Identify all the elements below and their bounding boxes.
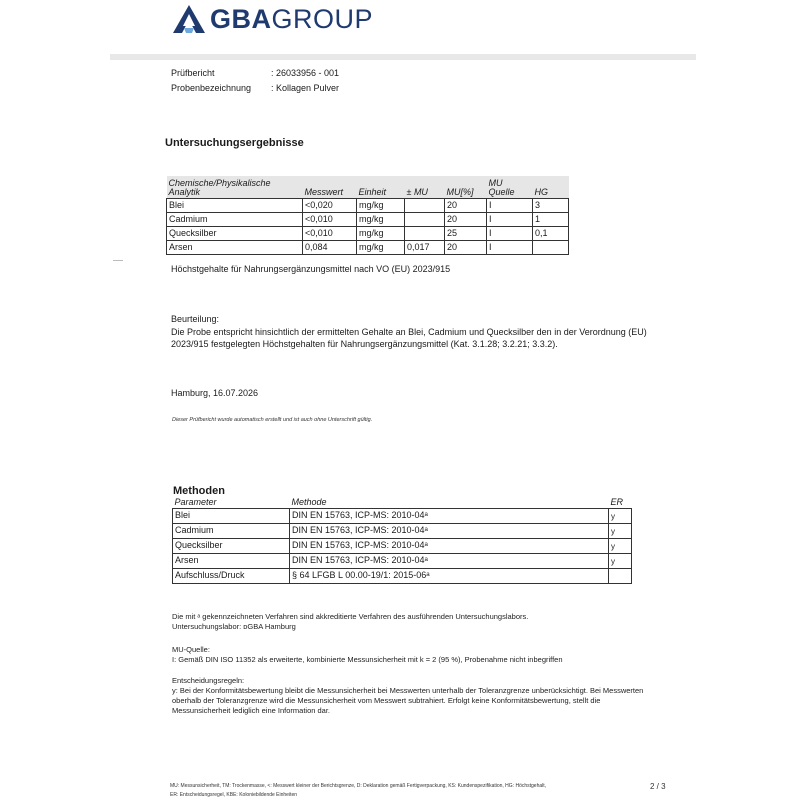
assessment-text: Die Probe entspricht hinsichtlich der ermittelten Gehalte an Blei, Cadmium und Quecksilber den in der Verordnung (EU) 2023/915 festgelegten Höchstgehalten für Nahrungsergänzungsmittel (Kat. 3.1.28; 3.2.21; 3.3.2). bbox=[171, 326, 647, 349]
methods-header-row bbox=[173, 497, 632, 509]
cell-analysis: Arsen bbox=[167, 241, 303, 255]
report-number-value: : 26033956 - 001 bbox=[271, 68, 340, 78]
mu-source-label: MU-Quelle: bbox=[172, 645, 210, 654]
cell-hg bbox=[533, 241, 569, 255]
cell-mu: 0,017 bbox=[405, 241, 445, 255]
results-footnote: Höchstgehalte für Nahrungsergänzungsmittel nach VO (EU) 2023/915 bbox=[171, 264, 451, 274]
abbreviations-footer bbox=[170, 782, 610, 800]
cell-parameter: Aufschluss/Druck bbox=[173, 569, 290, 584]
sample-name-value: : Kollagen Pulver bbox=[271, 83, 340, 93]
cell-mu-percent: 20 bbox=[445, 199, 487, 213]
cell-er: y bbox=[609, 539, 632, 554]
cell-unit: mg/kg bbox=[357, 213, 405, 227]
cell-analysis: Quecksilber bbox=[167, 227, 303, 241]
place-date: Hamburg, 16.07.2026 bbox=[171, 388, 259, 398]
cell-hg: 1 bbox=[533, 213, 569, 227]
methods-col-method: Methode bbox=[290, 497, 609, 509]
cell-parameter: Blei bbox=[173, 509, 290, 524]
footer-line-1: MU: Messunsicherheit, TM: Trockenmasse, <: Messwert kleiner der Berichtsgrenze, D: Deklaration gemäß Fertigverpackung, KS: Kundenspezifikation, HG: Höchstgehalt, bbox=[170, 783, 547, 789]
results-col-mu-percent: MU[%] bbox=[445, 176, 487, 199]
methods-col-er: ER bbox=[609, 497, 632, 509]
cell-method: DIN EN 15763, ICP-MS: 2010-04ᵃ bbox=[290, 524, 609, 539]
table-row bbox=[173, 509, 632, 524]
assessment-block bbox=[171, 313, 651, 351]
lab-note: Untersuchungslabor: ᴅGBA Hamburg bbox=[172, 622, 296, 631]
mu-source-text: I: Gemäß DIN ISO 11352 als erweiterte, kombinierte Messunsicherheit mit k = 2 (95 %), Probenahme nicht inbegriffen bbox=[172, 655, 563, 664]
cell-er bbox=[609, 569, 632, 584]
table-row bbox=[173, 554, 632, 569]
cell-mu bbox=[405, 227, 445, 241]
cell-mu-source: I bbox=[487, 199, 533, 213]
cell-er: y bbox=[609, 554, 632, 569]
decision-rule-label: Entscheidungsregeln: bbox=[172, 676, 245, 685]
methods-col-parameter: Parameter bbox=[173, 497, 290, 509]
accreditation-notes bbox=[172, 612, 652, 632]
logo-mark-icon bbox=[172, 4, 206, 34]
cell-unit: mg/kg bbox=[357, 241, 405, 255]
methods-heading: Methoden bbox=[173, 485, 225, 497]
sample-name-row bbox=[171, 83, 471, 95]
table-row bbox=[173, 569, 632, 584]
cell-analysis: Blei bbox=[167, 199, 303, 213]
cell-value: 0,084 bbox=[303, 241, 357, 255]
header-divider bbox=[110, 54, 696, 60]
cell-mu bbox=[405, 213, 445, 227]
cell-value: <0,010 bbox=[303, 213, 357, 227]
cell-hg: 0,1 bbox=[533, 227, 569, 241]
results-heading: Untersuchungsergebnisse bbox=[165, 137, 304, 149]
cell-parameter: Quecksilber bbox=[173, 539, 290, 554]
results-col-mu: ± MU bbox=[405, 176, 445, 199]
methods-table bbox=[172, 497, 632, 584]
cell-mu-source: I bbox=[487, 213, 533, 227]
results-col-value: Messwert bbox=[303, 176, 357, 199]
decision-rule-text: y: Bei der Konformitätsbewertung bleibt die Messunsicherheit bei Messwerten unterhalb der Toleranzgrenze unberücksichtigt. Bei Messwerten oberhalb der Toleranzgrenze wird die Messunsicherheit vom Messwert subtrahiert. Erfolgt keine Konformitätsbewertung, stellt die Messunsicherheit lediglich eine Information dar. bbox=[172, 686, 644, 715]
sample-name-label: Probenbezeichnung bbox=[171, 83, 252, 93]
results-col-analysis: Chemische/Physikalische Analytik bbox=[167, 176, 303, 199]
cell-analysis: Cadmium bbox=[167, 213, 303, 227]
page-number: 2 / 3 bbox=[650, 782, 666, 791]
footer-line-2: ER: Entscheidungsregel, KBE: Koloniebildende Einheiten bbox=[170, 792, 298, 798]
results-header-row bbox=[167, 176, 569, 199]
company-logo bbox=[172, 4, 373, 34]
cell-unit: mg/kg bbox=[357, 199, 405, 213]
results-col-mu-source: MU Quelle bbox=[487, 176, 533, 199]
logo-text-bold: GBA bbox=[210, 3, 272, 34]
results-col-unit: Einheit bbox=[357, 176, 405, 199]
cell-method: DIN EN 15763, ICP-MS: 2010-04ᵃ bbox=[290, 509, 609, 524]
table-row bbox=[167, 227, 569, 241]
table-row bbox=[173, 524, 632, 539]
cell-value: <0,020 bbox=[303, 199, 357, 213]
cell-mu bbox=[405, 199, 445, 213]
cell-method: DIN EN 15763, ICP-MS: 2010-04ᵃ bbox=[290, 539, 609, 554]
mu-source-notes bbox=[172, 645, 652, 665]
cell-mu-percent: 20 bbox=[445, 241, 487, 255]
table-row bbox=[167, 213, 569, 227]
report-number-row bbox=[171, 68, 471, 80]
cell-unit: mg/kg bbox=[357, 227, 405, 241]
cell-mu-percent: 25 bbox=[445, 227, 487, 241]
cell-er: y bbox=[609, 524, 632, 539]
cell-parameter: Cadmium bbox=[173, 524, 290, 539]
cell-er: y bbox=[609, 509, 632, 524]
margin-mark bbox=[113, 260, 123, 261]
cell-method: § 64 LFGB L 00.00-19/1: 2015-06ᵃ bbox=[290, 569, 609, 584]
cell-parameter: Arsen bbox=[173, 554, 290, 569]
cell-method: DIN EN 15763, ICP-MS: 2010-04ᵃ bbox=[290, 554, 609, 569]
cell-mu-source: I bbox=[487, 241, 533, 255]
decision-rule-notes bbox=[172, 676, 652, 716]
signature-note: Dieser Prüfbericht wurde automatisch erstellt und ist auch ohne Unterschrift gültig. bbox=[172, 417, 373, 423]
cell-value: <0,010 bbox=[303, 227, 357, 241]
table-row bbox=[167, 199, 569, 213]
report-number-label: Prüfbericht bbox=[171, 68, 215, 78]
results-table bbox=[166, 176, 569, 255]
cell-mu-percent: 20 bbox=[445, 213, 487, 227]
table-row bbox=[173, 539, 632, 554]
cell-mu-source: I bbox=[487, 227, 533, 241]
results-col-hg: HG bbox=[533, 176, 569, 199]
cell-hg: 3 bbox=[533, 199, 569, 213]
accredited-note: Die mit ᵃ gekennzeichneten Verfahren sind akkreditierte Verfahren des ausführenden Untersuchungslabors. bbox=[172, 612, 529, 621]
table-row bbox=[167, 241, 569, 255]
assessment-label: Beurteilung: bbox=[171, 314, 220, 324]
logo-text-light: GROUP bbox=[271, 3, 374, 34]
